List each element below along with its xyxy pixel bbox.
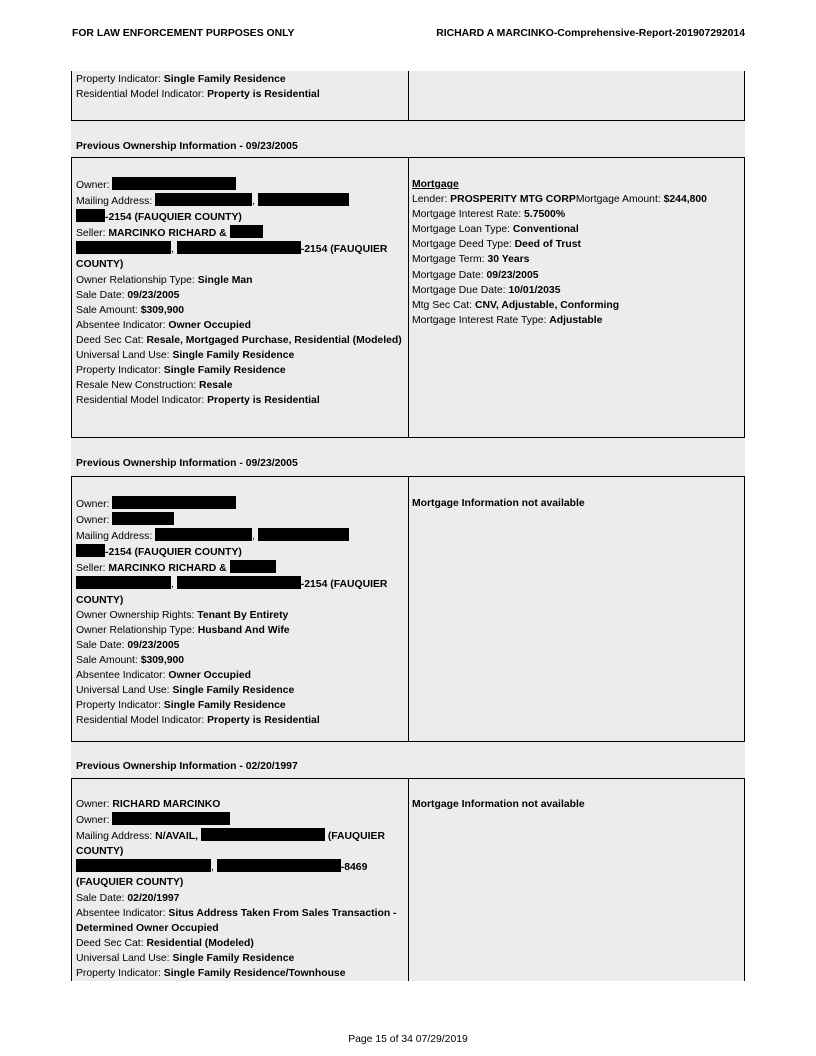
mortgage-field-row — [412, 222, 742, 237]
mortgage-unavailable-note: Mortgage Information not available — [412, 498, 585, 509]
field-label: Sale Amount: — [76, 654, 141, 666]
field-label: Deed Sec Cat: — [76, 937, 147, 949]
redaction-block — [112, 177, 236, 190]
field-value: N/AVAIL, — [155, 831, 199, 843]
mailing-address-row-2 — [76, 544, 404, 560]
field-value: Owner Occupied — [168, 319, 251, 331]
comma: , — [252, 196, 256, 208]
field-value: Residential (Modeled) — [146, 937, 254, 949]
field-list — [76, 891, 404, 982]
field-row — [76, 891, 404, 906]
header-left: FOR LAW ENFORCEMENT PURPOSES ONLY — [72, 28, 295, 39]
seller-address-row — [76, 576, 404, 592]
field-row — [76, 638, 404, 653]
field-list — [76, 608, 404, 729]
field-row — [76, 363, 404, 378]
field-value: Situs Address Taken From Sales Transaction - Determined Owner Occupied — [76, 907, 397, 934]
ownership-record-box — [71, 157, 745, 438]
field-value: Single Family Residence — [172, 952, 295, 964]
seller-address-row — [76, 241, 404, 257]
seller-row — [76, 225, 404, 241]
address-row — [76, 859, 404, 875]
field-row — [76, 288, 404, 303]
field-row — [76, 318, 404, 333]
field-value: PROSPERITY MTG CORP — [450, 194, 576, 206]
field-value: Property is Residential — [207, 715, 320, 727]
field-label: Owner: — [76, 799, 113, 810]
county-row — [76, 257, 404, 272]
mortgage-field-row — [412, 237, 742, 252]
field-label: Sale Date: — [76, 892, 128, 904]
mortgage-field-row — [412, 252, 742, 267]
field-label: Owner Relationship Type: — [76, 624, 198, 636]
field-row — [76, 623, 404, 638]
field-value: -2154 (FAUQUIER — [300, 579, 388, 591]
field-value: $309,900 — [140, 654, 185, 666]
redaction-block — [230, 560, 276, 573]
redaction-block — [217, 859, 341, 872]
property-indicator-row — [76, 72, 404, 87]
redaction-block — [76, 576, 171, 589]
field-value: COUNTY) — [76, 846, 124, 858]
lender-row — [412, 192, 742, 207]
field-label: Property Indicator: — [76, 968, 164, 980]
field-label: Absentee Indicator: — [76, 670, 169, 682]
field-label: Mortgage Interest Rate: — [412, 209, 525, 221]
mailing-address-row — [76, 828, 404, 844]
field-label: Residential Model Indicator: — [76, 89, 208, 101]
continued-record-box — [71, 71, 745, 121]
field-label: Universal Land Use: — [76, 350, 173, 362]
field-value: Adjustable — [549, 314, 603, 326]
field-value: Single Family Residence — [172, 685, 295, 697]
field-value: 30 Years — [487, 254, 530, 266]
field-label: Mtg Sec Cat: — [412, 299, 475, 311]
comma: , — [252, 531, 256, 543]
field-value: Single Family Residence — [163, 365, 286, 377]
redaction-block — [112, 496, 236, 509]
field-value: Single Family Residence/Townhouse — [163, 968, 346, 980]
field-value: Single Family Residence — [163, 74, 286, 85]
ownership-record-box — [71, 778, 745, 981]
field-label: Seller: — [76, 228, 109, 240]
field-value: Single Family Residence — [163, 700, 286, 712]
owner-row — [76, 496, 404, 512]
field-value: 09/23/2005 — [486, 269, 539, 281]
field-value: -2154 (FAUQUIER — [300, 244, 388, 256]
mortgage-heading: Mortgage — [412, 179, 459, 190]
field-value: 10/01/2035 — [508, 284, 561, 296]
field-row — [76, 333, 404, 348]
county-row — [76, 875, 404, 890]
field-value: MARCINKO RICHARD & — [108, 228, 227, 240]
redaction-block — [201, 828, 325, 841]
field-label: Universal Land Use: — [76, 685, 173, 697]
mortgage-field-row — [412, 207, 742, 222]
field-value: Conventional — [512, 224, 579, 236]
field-label: Mortgage Date: — [412, 269, 487, 281]
field-label: Mortgage Term: — [412, 254, 488, 266]
field-value: Tenant By Entirety — [197, 609, 289, 621]
mortgage-field-row — [412, 298, 742, 313]
field-label: Mortgage Interest Rate Type: — [412, 314, 550, 326]
field-row — [76, 608, 404, 623]
field-row — [76, 668, 404, 683]
field-label: Sale Date: — [76, 639, 128, 651]
column-divider — [408, 779, 409, 981]
redaction-block — [155, 193, 252, 206]
field-label: Residential Model Indicator: — [76, 715, 208, 727]
field-label: Absentee Indicator: — [76, 907, 169, 919]
county-row — [76, 844, 404, 859]
owner-row — [76, 177, 404, 193]
field-list — [76, 273, 404, 409]
redaction-block — [112, 812, 230, 825]
column-divider — [408, 477, 409, 741]
field-value: MARCINKO RICHARD & — [108, 563, 227, 575]
redaction-block — [230, 225, 263, 238]
field-label: Property Indicator: — [76, 74, 164, 85]
section-title: Previous Ownership Information - 09/23/2005 — [76, 458, 298, 469]
field-row — [76, 936, 404, 951]
comma: , — [211, 862, 214, 874]
field-label: Mortgage Deed Type: — [412, 239, 515, 251]
county-row — [76, 593, 404, 608]
redaction-block — [177, 241, 301, 254]
comma: , — [171, 579, 174, 591]
field-label: Absentee Indicator: — [76, 319, 169, 331]
field-value: Deed of Trust — [514, 239, 582, 251]
field-value: Resale, Mortgaged Purchase, Residential (Modeled) — [146, 334, 402, 346]
field-value: $244,800 — [663, 194, 707, 206]
field-value: RICHARD MARCINKO — [112, 799, 221, 810]
section-title-band — [71, 438, 745, 476]
field-value: 09/23/2005 — [127, 289, 180, 301]
field-row — [76, 348, 404, 363]
field-value: Property is Residential — [207, 395, 320, 407]
field-label: Mortgage Due Date: — [412, 284, 509, 296]
field-value: $309,900 — [140, 304, 185, 316]
field-label: Mailing Address: — [76, 831, 156, 843]
mortgage-field-row — [412, 268, 742, 283]
field-label: Mortgage Amount: — [575, 194, 664, 206]
field-value: COUNTY) — [76, 259, 124, 271]
ownership-record-box — [71, 476, 745, 742]
column-divider — [408, 71, 409, 120]
residential-model-row — [76, 87, 404, 102]
mailing-address-row-2 — [76, 209, 404, 225]
field-label: Residential Model Indicator: — [76, 395, 208, 407]
field-row — [76, 303, 404, 318]
field-row — [76, 713, 404, 728]
seller-row — [76, 560, 404, 576]
owner-row — [76, 512, 404, 528]
field-label: Mailing Address: — [76, 196, 156, 208]
field-value: CNV, Adjustable, Conforming — [474, 299, 620, 311]
owner-row — [76, 797, 404, 812]
field-value: 5.7500% — [524, 209, 566, 221]
field-label: Lender: — [412, 194, 451, 206]
field-value: Single Man — [197, 274, 253, 286]
field-value: -2154 (FAUQUIER COUNTY) — [105, 212, 242, 224]
field-label: Owner: — [76, 815, 113, 827]
field-label: Universal Land Use: — [76, 952, 173, 964]
section-title-band — [71, 742, 745, 778]
owner-row — [76, 812, 404, 828]
field-label: Owner: — [76, 515, 113, 527]
field-label: Sale Date: — [76, 289, 128, 301]
field-value: 02/20/1997 — [127, 892, 180, 904]
redaction-block — [155, 528, 252, 541]
field-label: Owner: — [76, 499, 113, 510]
field-row — [76, 378, 404, 393]
mortgage-field-row — [412, 283, 742, 298]
field-row — [76, 653, 404, 668]
field-value: Owner Occupied — [168, 670, 251, 682]
section-title: Previous Ownership Information - 09/23/2005 — [76, 141, 298, 152]
field-label: Mailing Address: — [76, 531, 156, 543]
field-label: Owner Ownership Rights: — [76, 609, 198, 621]
section-title: Previous Ownership Information - 02/20/1997 — [76, 761, 298, 772]
redaction-block — [258, 193, 349, 206]
header-right: RICHARD A MARCINKO-Comprehensive-Report-201907292014 — [436, 28, 745, 39]
field-value: -2154 (FAUQUIER COUNTY) — [105, 547, 242, 559]
field-row — [76, 966, 404, 981]
field-value: (FAUQUIER COUNTY) — [76, 877, 184, 889]
field-label: Property Indicator: — [76, 365, 164, 377]
field-value: 09/23/2005 — [127, 639, 180, 651]
field-label: Deed Sec Cat: — [76, 334, 147, 346]
mailing-address-row — [76, 193, 404, 209]
field-row — [76, 683, 404, 698]
field-label: Resale New Construction: — [76, 380, 200, 392]
column-divider — [408, 158, 409, 437]
field-row — [76, 698, 404, 713]
field-value: COUNTY) — [76, 594, 124, 606]
redaction-block — [76, 209, 105, 222]
redaction-block — [76, 859, 211, 872]
field-label: Sale Amount: — [76, 304, 141, 316]
redaction-block — [258, 528, 349, 541]
field-label: Mortgage Loan Type: — [412, 224, 513, 236]
redaction-block — [76, 544, 105, 557]
field-row — [76, 273, 404, 288]
field-row — [76, 393, 404, 408]
field-label: Seller: — [76, 563, 109, 575]
page-footer: Page 15 of 34 07/29/2019 — [348, 1034, 468, 1045]
field-value: Single Family Residence — [172, 350, 295, 362]
field-label: Property Indicator: — [76, 700, 164, 712]
field-value: Husband And Wife — [197, 624, 290, 636]
field-value: (FAUQUIER — [327, 831, 385, 843]
redaction-block — [177, 576, 301, 589]
redaction-block — [76, 241, 171, 254]
field-label: Owner Relationship Type: — [76, 274, 198, 286]
mailing-address-row — [76, 528, 404, 544]
field-row — [76, 906, 404, 936]
comma: , — [171, 244, 174, 256]
field-value: Resale — [199, 380, 233, 392]
field-value: -8469 — [340, 862, 368, 874]
field-label: Owner: — [76, 180, 113, 191]
field-row — [76, 951, 404, 966]
mortgage-unavailable-note: Mortgage Information not available — [412, 799, 585, 810]
redaction-block — [112, 512, 174, 525]
mortgage-field-row — [412, 313, 742, 328]
field-value: Property is Residential — [207, 89, 320, 101]
